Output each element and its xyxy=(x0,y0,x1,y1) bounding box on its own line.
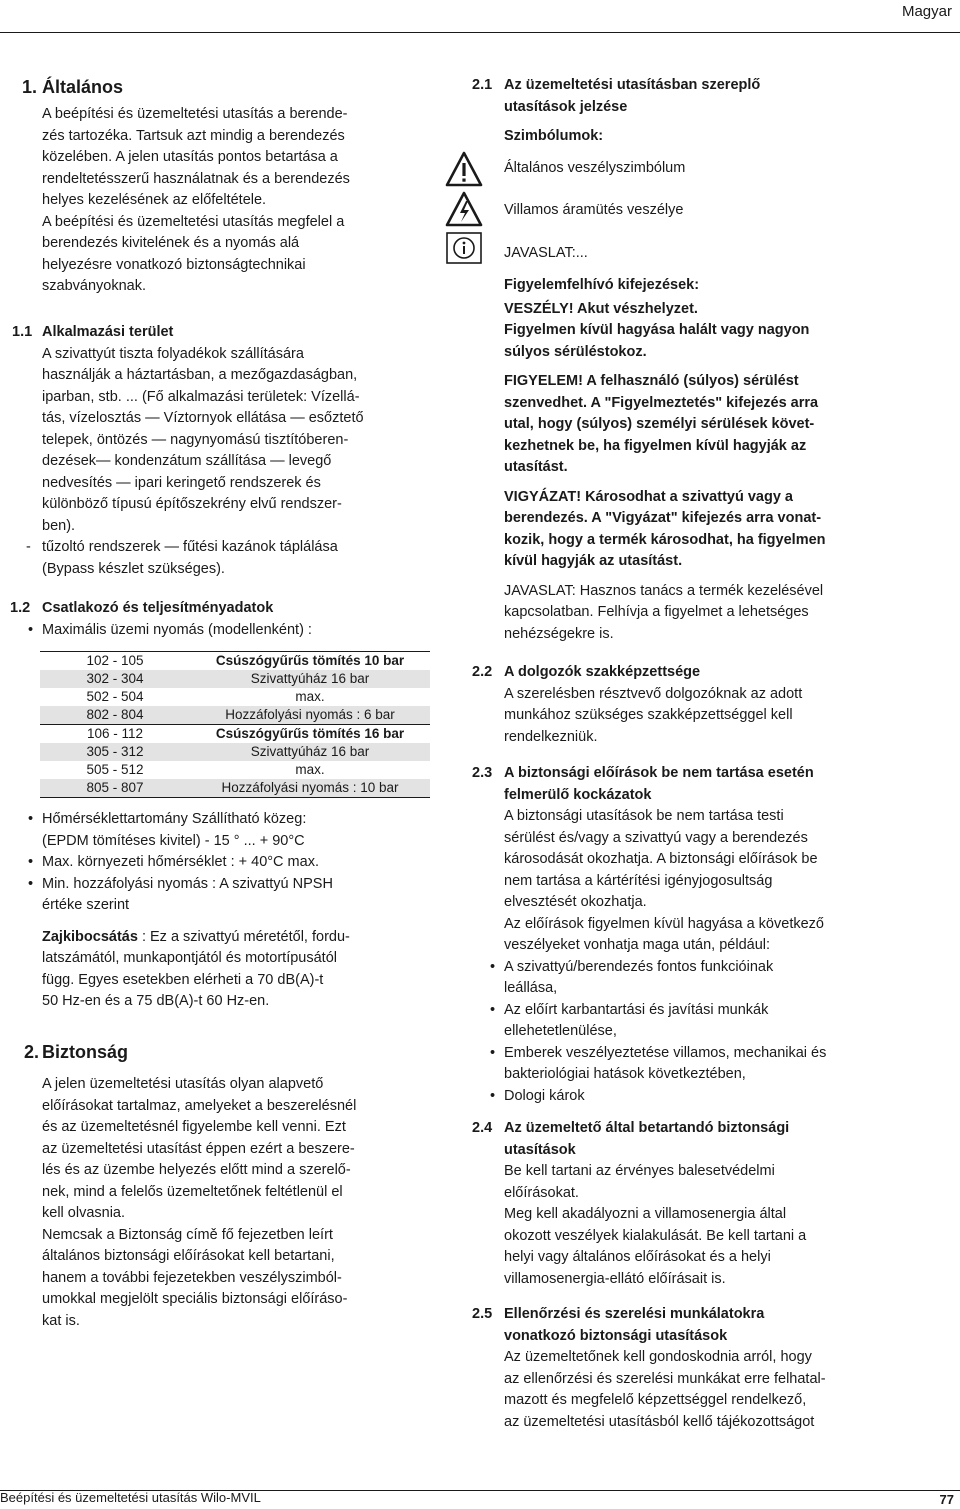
text-line: Az előírások figyelmen kívül hagyása a következő xyxy=(504,915,824,932)
text-line: VESZÉLY! Akut vészhelyzet. xyxy=(504,300,698,317)
text-line: előírásokat tartalmaz, amelyeket a beszerelésnél xyxy=(42,1097,357,1114)
text-line: helyi vagy általános előírásokat és a helyi xyxy=(504,1249,771,1265)
model-range-cell: 502 - 504 xyxy=(86,689,144,704)
table-row xyxy=(40,652,430,671)
section-1-2-details xyxy=(42,809,382,1013)
section-number: 2.2 xyxy=(472,664,493,680)
table-row xyxy=(40,779,430,798)
text-line: • A szivattyú/berendezés fontos funkcióinak xyxy=(504,958,774,975)
text-line: Figyelmen kívül hagyása halált vagy nagyon xyxy=(504,322,810,338)
text-line: berendezés. A "Vigyázat" kifejezés arra vonat- xyxy=(504,510,822,526)
model-range-cell: 302 - 304 xyxy=(40,670,190,688)
text-line: lés és az üzembe helyezés előtt mind a szerelő- xyxy=(42,1162,351,1178)
text-line: károsodását okozhatja. A biztonsági előírások be xyxy=(504,851,818,867)
table-row xyxy=(40,688,430,706)
model-range-cell: 106 - 112 xyxy=(40,725,190,744)
bullet-item xyxy=(42,852,382,874)
text-line: az üzemeltetési utasításból kellő tájékozottságot xyxy=(504,1413,815,1430)
section-2-3 xyxy=(472,763,864,1107)
text-line: kell olvasnia. xyxy=(42,1205,126,1221)
pressure-spec-cell: Szivattyúház 16 bar xyxy=(190,743,430,761)
text-line: veszélyeket vonhatja maga után, például: xyxy=(504,937,771,953)
text-line: (Bypass készlet szükséges). xyxy=(42,560,225,577)
text-line: A biztonsági utasítások be nem tartása testi xyxy=(504,808,784,824)
text-line: latszámától, munkapontjától és motortípusától xyxy=(42,950,337,966)
dash-mark: - xyxy=(26,539,31,555)
info-icon xyxy=(444,230,484,270)
footer-title: Beépítési és üzemeltetési utasítás Wilo-MVIL xyxy=(0,1490,261,1505)
model-range-cell: 305 - 312 xyxy=(40,743,190,761)
section-1-2 xyxy=(10,598,382,641)
general-hazard-icon xyxy=(444,150,484,190)
text-line: kat is. xyxy=(42,1312,80,1329)
bullet-item xyxy=(42,874,382,917)
text-line: elvesztését okozhatja. xyxy=(504,894,647,910)
text-line: umokkal megjelölt speciális biztonsági előíráso- xyxy=(42,1291,348,1307)
bullet-item xyxy=(504,1086,864,1108)
text-line: munkához szükséges szakképzettséggel kell xyxy=(504,707,793,723)
section-number: 2.5 xyxy=(472,1306,493,1322)
section-title: A biztonsági előírások be nem tartása esetén xyxy=(504,765,814,781)
text-line: leállása, xyxy=(504,980,558,996)
text-line: rendeltetésszerű használatnak és a berendezés xyxy=(42,170,350,187)
section-number: 2. xyxy=(24,1042,40,1062)
text-line: sérülést és/vagy a szivattyú vagy a berendezés xyxy=(504,829,808,846)
section-title: Csatlakozó és teljesítményadatok xyxy=(42,600,274,616)
pressure-spec-cell: Szivattyúház 16 bar xyxy=(190,670,430,688)
section-title: utasítások xyxy=(504,1141,576,1158)
text-line: helyezésre vonatkozó biztonságtechnikai xyxy=(42,256,306,273)
text-line: hanem a további fejezetekben veszélyszimból- xyxy=(42,1269,342,1286)
section-1-1 xyxy=(12,322,382,580)
text-line: kapcsolatban. Felhívja a figyelmet a lehetséges xyxy=(504,604,809,620)
electric-hazard-icon xyxy=(444,190,484,230)
text-line: okozott veszélyek kialakulását. Be kell tartani a xyxy=(504,1227,807,1244)
section-number: 2.3 xyxy=(472,765,493,781)
text-line: Be kell tartani az érvényes balesetvédelmi xyxy=(504,1163,775,1179)
text-line: (EPDM tömítéses kivitel) - 15 ° ... + 90°C xyxy=(42,832,305,849)
text-line: 50 Hz-en és a 75 dB(A)-t 60 Hz-en. xyxy=(42,993,270,1009)
text-line: nedvesítés — ipari keringető rendszerek és xyxy=(42,474,321,491)
bullet-item xyxy=(504,1043,864,1086)
text-line: : Ez a szivattyú méretétől, fordu- xyxy=(137,928,350,945)
warning-paragraph xyxy=(504,371,864,479)
text-line: szenvedhet. A "Figyelmeztetés" kifejezés arra xyxy=(504,394,819,411)
page-number: 77 xyxy=(939,1492,954,1507)
text-line: JAVASLAT: Hasznos tanács a termék kezelésével xyxy=(504,582,824,599)
section-2 xyxy=(24,1040,382,1332)
signal-words-label: Figyelemfelhívó kifejezések: xyxy=(504,277,700,293)
text-line: iparban, stb. ... (Fő alkalmazási területek: Vízellá- xyxy=(42,388,360,405)
text-line: A szivattyút tiszta folyadékok szállítására xyxy=(42,345,304,362)
table-row xyxy=(40,743,430,761)
section-title: Általános xyxy=(42,77,124,97)
text-line: VIGYÁZAT! Károsodhat a szivattyú vagy a xyxy=(504,488,793,505)
section-2-2 xyxy=(472,662,864,748)
section-number: 2.4 xyxy=(472,1120,493,1136)
text-line: kezhetnek be, ha figyelmen kívül hagyják az xyxy=(504,437,807,454)
section-2-4 xyxy=(472,1118,864,1290)
section-title: Az üzemeltetési utasításban szereplő xyxy=(504,77,761,93)
text-line: FIGYELEM! A felhasználó (súlyos) sérülést xyxy=(504,373,799,389)
text-line: használják a háztartásban, a mezőgazdaságban, xyxy=(42,367,358,383)
model-range-cell: 505 - 512 xyxy=(86,762,144,777)
bullet-item: • Maximális üzemi nyomás (modellenként) : xyxy=(42,620,382,642)
text-line: • Min. hozzáfolyási nyomás : A szivattyú NPSH xyxy=(42,875,333,892)
symbol-electric-label: Villamos áramütés veszélye xyxy=(504,202,684,218)
text-line: közelében. A jelen utasítás pontos betartása a xyxy=(42,149,338,165)
section-title: A dolgozók szakképzettsége xyxy=(504,664,701,680)
text-line: kívül hagyják az utasítást. xyxy=(504,553,683,569)
section-title: Biztonság xyxy=(42,1042,129,1062)
pressure-spec-cell: Hozzáfolyási nyomás : 6 bar xyxy=(190,706,430,725)
pressure-spec-cell: Hozzáfolyási nyomás : 10 bar xyxy=(190,779,430,798)
text-line: helyes kezelésének az előfeltétele. xyxy=(42,192,267,208)
paragraph xyxy=(42,1074,382,1332)
header-rule xyxy=(0,32,960,33)
text-line: szabványoknak. xyxy=(42,278,146,294)
section-title: utasítások jelzése xyxy=(504,98,628,115)
text-line: A beépítési és üzemeltetési utasítás a berende- xyxy=(42,106,348,122)
text-line: berendezés kivitelének és a nyomás alá xyxy=(42,235,300,251)
section-number: 1. xyxy=(22,77,38,97)
text-line: • Hőmérséklettartomány Szállítható közeg: xyxy=(42,811,307,827)
table-row xyxy=(40,761,430,779)
note-paragraph xyxy=(504,581,864,646)
text-line: A beépítési és üzemeltetési utasítás megfelel a xyxy=(42,213,345,230)
text-line: A szerelésben résztvevő dolgozóknak az adott xyxy=(504,685,803,702)
text-line: villamosenergia-ellátó előírásait is. xyxy=(504,1270,726,1287)
table-row xyxy=(40,725,430,744)
section-2-5 xyxy=(472,1304,864,1433)
section-title: felmerülő kockázatok xyxy=(504,786,652,803)
section-number: 1.2 xyxy=(10,600,31,616)
section-title: Ellenőrzési és szerelési munkálatokra xyxy=(504,1306,765,1322)
pressure-table xyxy=(40,651,430,798)
text-line: tűzoltó rendszerek — fűtési kazánok táplálása xyxy=(42,539,338,555)
table-row xyxy=(40,670,430,688)
text-line: bakteriológiai hatások következtében, xyxy=(504,1066,746,1082)
language-label: Magyar xyxy=(901,3,952,20)
text-line: A jelen üzemeltetési utasítás olyan alapvető xyxy=(42,1076,324,1092)
text-line: utal, hogy (súlyos) személyi sérülések követ- xyxy=(504,416,815,432)
section-title: Az üzemeltető által betartandó biztonsági xyxy=(504,1120,790,1136)
text-line: nehézségekre is. xyxy=(504,625,614,642)
dash-list-item xyxy=(26,537,382,580)
text-line: ellehetetlenülése, xyxy=(504,1023,617,1039)
text-line: Meg kell akadályozni a villamosenergia által xyxy=(504,1206,787,1222)
symbol-general-label: Általános veszélyszimbólum xyxy=(504,159,686,176)
text-line: tás, vízelosztás — Víztornyok ellátása — esőztető xyxy=(42,410,364,426)
section-1 xyxy=(22,75,382,298)
text-line: kozik, hogy a termék károsodhat, ha figyelmen xyxy=(504,531,826,548)
text-line: dezések— kondenzátum szállítása — levegő xyxy=(42,453,332,469)
text-line: előírásokat. xyxy=(504,1184,579,1201)
table-row xyxy=(40,706,430,725)
text-line: függ. Egyes esetekben elérheti a 70 dB(A)-t xyxy=(42,971,324,988)
text-line: • Max. környezeti hőmérséklet : + 40°C max. xyxy=(42,854,319,870)
text-line: • Emberek veszélyeztetése villamos, mechanikai és xyxy=(504,1044,827,1061)
symbol-info-label: JAVASLAT:... xyxy=(504,244,588,261)
model-range-cell: 802 - 804 xyxy=(40,706,190,725)
noise-paragraph xyxy=(42,927,382,1013)
text-line: az ellenőrzési és szerelési munkákat erre felhatal- xyxy=(504,1370,826,1387)
text-line: • Az előírt karbantartási és javítási munkák xyxy=(504,1001,769,1018)
section-number: 1.1 xyxy=(12,324,33,340)
text-line: általános biztonsági előírásokat kell betartani, xyxy=(42,1248,335,1264)
bullet-item xyxy=(504,1000,864,1043)
model-range-cell: 102 - 105 xyxy=(40,652,190,671)
text-line: • Dologi károk xyxy=(504,1087,585,1104)
text-line: ben). xyxy=(42,517,76,534)
text-line: értéke szerint xyxy=(42,897,130,913)
text-line: utasítást. xyxy=(504,459,568,475)
pressure-spec-cell: Csúszógyűrűs tömítés 10 bar xyxy=(190,652,430,671)
text-line: mazott és megfelelő képzettséggel rendelkező, xyxy=(504,1392,807,1408)
noise-label: Zajkibocsátás xyxy=(42,928,138,945)
text-line: és az üzemeltetésnél figyelembe kell venni. Ezt xyxy=(42,1119,346,1135)
bullet-item xyxy=(42,809,382,852)
text-line: különböző típusú építőszekrény elvű rendszer- xyxy=(42,496,342,512)
bullet-item xyxy=(504,957,864,1000)
text-line: nem tartása a kártérítési igényjogosultság xyxy=(504,872,773,889)
pressure-spec-cell: max. xyxy=(295,689,325,704)
model-range-cell: 805 - 807 xyxy=(40,779,190,798)
text-line: az üzemeltetési utasítást éppen ezért a beszere- xyxy=(42,1140,355,1157)
text-line: nek, mind a felelős üzemeltetőnek feltétlenül el xyxy=(42,1183,343,1200)
text-line: súlyos sérüléstokoz. xyxy=(504,343,647,360)
section-title: Alkalmazási terület xyxy=(42,324,174,340)
pressure-spec-cell: Csúszógyűrűs tömítés 16 bar xyxy=(190,725,430,744)
section-2-1 xyxy=(472,75,864,645)
section-title: vonatkozó biztonsági utasítások xyxy=(504,1327,728,1344)
pressure-spec-cell: max. xyxy=(295,762,325,777)
text-line: rendelkezniük. xyxy=(504,728,598,745)
danger-paragraph xyxy=(504,299,864,364)
caution-paragraph xyxy=(504,487,864,573)
text-line: Nemcsak a Biztonság címě fő fejezetben leírt xyxy=(42,1226,333,1243)
text-line: zés tartozéka. Tartsuk azt mindig a berendezés xyxy=(42,127,345,144)
section-number: 2.1 xyxy=(472,77,493,93)
text-line: telepek, öntözés — nagynyomású tisztítóberen- xyxy=(42,431,349,448)
paragraph xyxy=(42,104,382,298)
symbols-label: Szimbólumok: xyxy=(504,128,604,144)
text-line: Az üzemeltetőnek kell gondoskodnia arról, hogy xyxy=(504,1349,812,1365)
